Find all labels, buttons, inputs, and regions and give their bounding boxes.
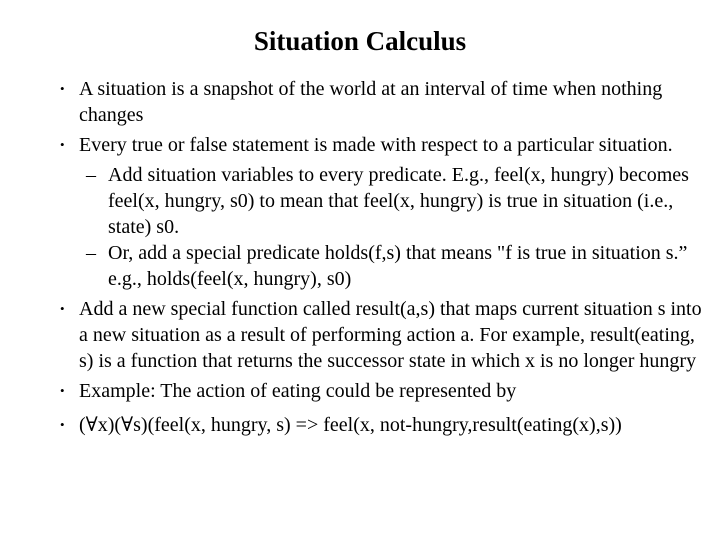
- bullet-text: A situation is a snapshot of the world at an interval of time when nothing changes: [79, 78, 663, 126]
- slide-body: [60, 76, 710, 442]
- bullet-item: [60, 378, 710, 404]
- bullet-marker: •: [60, 417, 65, 432]
- bullet-marker: •: [60, 301, 65, 316]
- sub-bullet-text: Or, add a special predicate holds(f,s) that means "f is true in situation s.” e.g., holds(feel(x, hungry), s0): [108, 242, 688, 290]
- bullet-marker: •: [60, 137, 65, 152]
- formula-text: (∀x)(∀s)(feel(x, hungry, s) => feel(x, not-hungry,result(eating(x),s)): [79, 414, 622, 436]
- bullet-marker: •: [60, 81, 65, 96]
- sub-bullet-item: [60, 240, 710, 292]
- sub-bullet-text: Add situation variables to every predicate. E.g., feel(x, hungry) becomes feel(x, hungry, s0) to mean that feel(x, hungry) is true in situation (i.e., state) s0.: [108, 164, 689, 238]
- slide-title: Situation Calculus: [253, 26, 467, 56]
- sub-bullet-item: [60, 162, 710, 240]
- bullet-item: [60, 296, 710, 374]
- sub-bullet-marker: –: [86, 164, 96, 186]
- bullet-text: Example: The action of eating could be represented by: [79, 380, 517, 402]
- bullet-item: [60, 76, 710, 128]
- bullet-marker: •: [60, 383, 65, 398]
- bullet-text: Add a new special function called result(a,s) that maps current situation s into a new situation as a result of performing action a. For example, result(eating, s) is a function that returns the successor state in which x is no longer hungry: [79, 298, 702, 372]
- sub-bullet-marker: –: [86, 242, 96, 264]
- bullet-item: [60, 132, 710, 158]
- bullet-text: Every true or false statement is made with respect to a particular situation.: [79, 134, 673, 156]
- bullet-item: [60, 412, 710, 438]
